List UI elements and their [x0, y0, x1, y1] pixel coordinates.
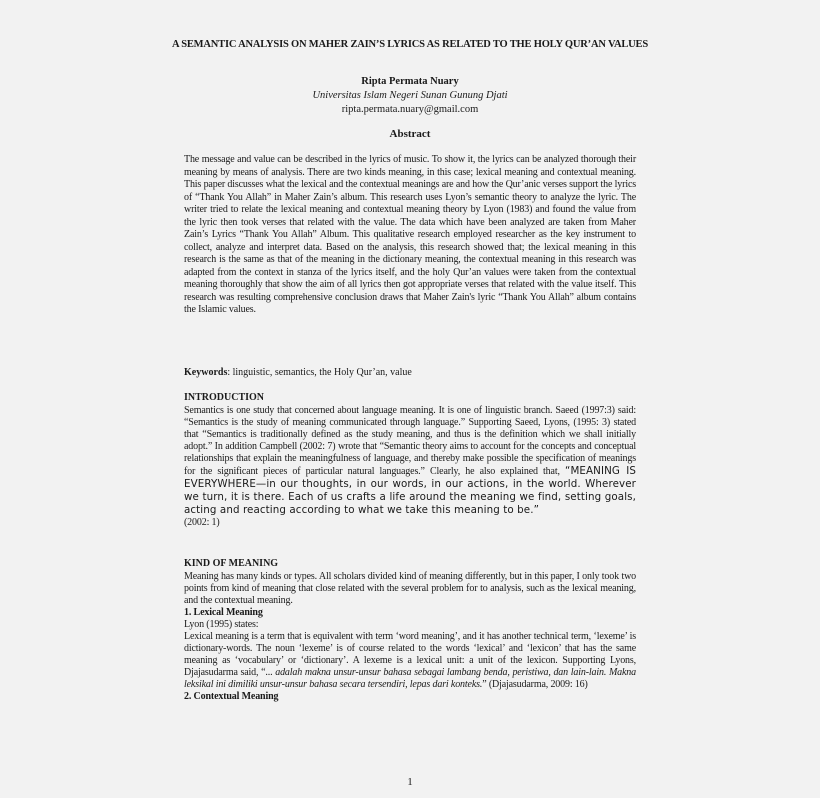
kind-of-meaning-section [184, 571, 636, 703]
introduction-citation: (2002: 1) [184, 517, 220, 528]
paper-title: A SEMANTIC ANALYSIS ON MAHER ZAIN’S LYRICS AS RELATED TO THE HOLY QUR’AN VALUES [172, 39, 648, 50]
keywords-line [184, 367, 636, 378]
kind-of-meaning-text: Meaning has many kinds or types. All scholars divided kind of meaning differently, but in this paper, I only took two points from kind of meaning that close related with the several problem for to analysis, such as the lexical meaning, and the contextual meaning. [184, 571, 636, 606]
introduction-paragraph [184, 405, 636, 529]
keywords-text: : linguistic, semantics, the Holy Qur’an, value [227, 367, 412, 378]
lexical-meaning-text: Lexical meaning is a term that is equivalent with term ‘word meaning’, and it has another technical term, ‘lexeme’ is dictionary-words. The noun ‘lexeme’ is of course related to the words ‘lexical’ and ‘lexicon’ that has the same meaning as ‘vocabulary’ or ‘dictionary’. A lexeme is a lexical unit: a unit of the lexicon. Supporting Lyons, Djajasudarma said, “... [184, 631, 636, 678]
lexical-meaning-citation: ” (Djajasudarma, 2009: 16) [482, 679, 588, 690]
abstract-heading: Abstract [389, 128, 431, 140]
keywords-label: Keywords [184, 367, 228, 378]
lexical-meaning-source: Lyon (1995) states: [184, 619, 259, 630]
lexical-meaning-heading: 1. Lexical Meaning [184, 607, 263, 618]
author-affiliation: Universitas Islam Negeri Sunan Gunung Djati [312, 90, 508, 101]
introduction-text: Semantics is one study that concerned about language meaning. It is one of linguistic branch. Saeed (1997:3) said: “Semantics is the study of meaning communicated through language.” Supporting Saeed, Lyons, (1995: 3) stated that “Semantics is traditionally defined as the study meaning, and thus is the definition which we shall initially adopt.” In addition Campbell (2002: 7) wrote that “Semantic theory aims to account for the concepts and conceptual relationships that explain the meaningfulness of language, and thereby make possible the specification of meanings for the significant pieces of particular natural languages.” Clearly, he also explained that, [184, 405, 636, 477]
kind-of-meaning-heading: KIND OF MEANING [184, 558, 279, 569]
author-email: ripta.permata.nuary@gmail.com [341, 104, 479, 115]
author-name: Ripta Permata Nuary [361, 76, 459, 87]
lexical-meaning-italic-quote: adalah makna unsur-unsur bahasa sebagai lambang benda, peristiwa, dan lain-lain. Makna leksikal ini dimiliki unsur-unsur bahasa secara tersendiri, lepas dari konteks. [184, 667, 636, 690]
abstract-text: The message and value can be described in the lyrics of music. To show it, the lyrics can be analyzed thorough their meaning by means of analysis. There are two kinds meaning, in this case; lexical meaning and contextual meaning. This paper discusses what the lexical and the contextual meanings are and how the Qur’anic verses support the lyrics of “Thank You Allah” in Maher Zain’s album. This research uses Lyon’s semantic theory to analyze the lyric. The writer tried to relate the lexical meaning and contextual meaning theory by Lyon (1983) and found the value from the lyric then took verses that related with the value. The data which have been analyzed are taken from Maher Zain’s Lyrics “Thank You Allah” Album. This qualitative research employed researcher as the key instrument to collect, analyze and interpret data. Based on the analysis, this research showed that; the lexical meaning in this research is the same as that of the meaning in the dictionary meaning, the contextual meaning in this research was adapted from the context in stanza of the lyrics itself, and the holy Qur’an values were taken from the contextual meaning thoroughly that show the aim of all lyrics then got appropriate verses that related with the value itself. This research was resulting comprehensive conclusion draws that Maher Zain's lyric “Thank You Allah” album contains the Islamic values. [184, 154, 636, 315]
introduction-heading: INTRODUCTION [184, 392, 265, 403]
introduction-quote: “MEANING IS EVERYWHERE—in our thoughts, in our words, in our actions, in the world. Wherever we turn, it is there. Each of us crafts a life around the meaning we find, setting goals, acting and reacting according to what we take this meaning to be.” [184, 465, 636, 516]
page-number: 1 [407, 776, 413, 788]
contextual-meaning-heading: 2. Contextual Meaning [184, 691, 279, 702]
